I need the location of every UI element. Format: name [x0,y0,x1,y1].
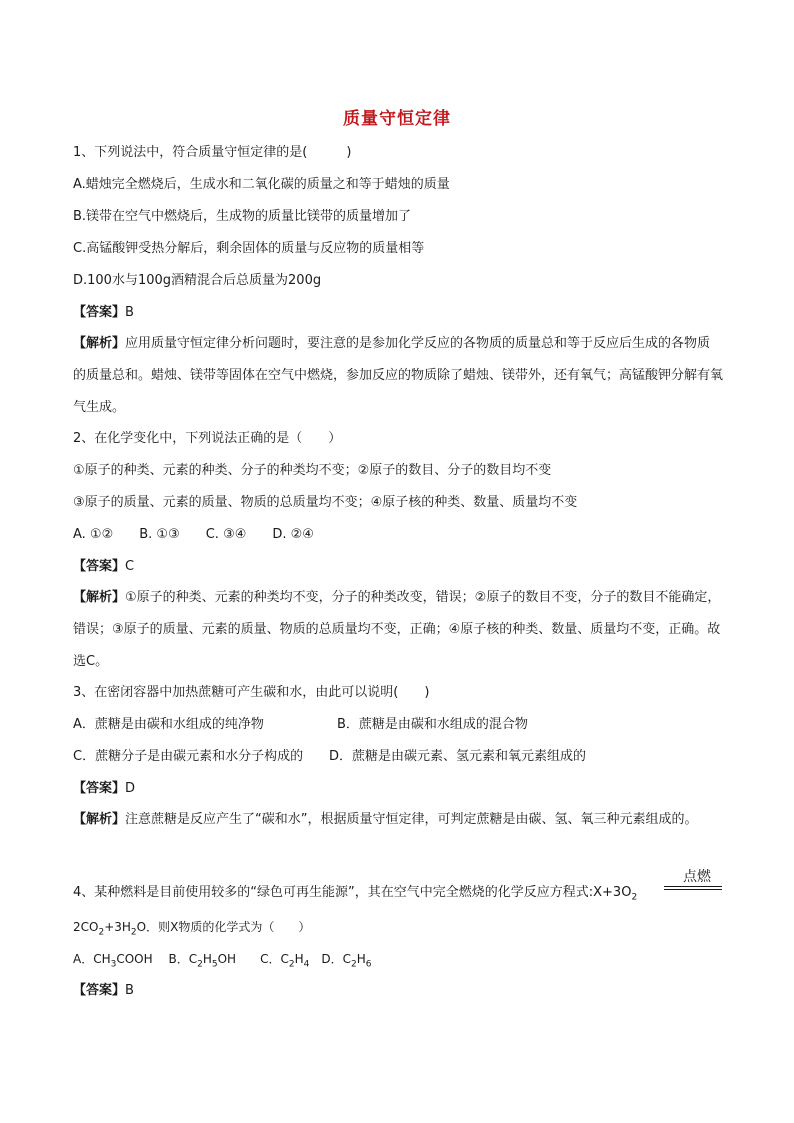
q1-stem: 1、下列说法中，符合质量守恒定律的是( ) [73,145,352,160]
q3-stem: 3、在密闭容器中加热蔗糖可产生碳和水，由此可以说明( ) [73,685,430,700]
q1-analysis [73,328,723,424]
page-title: 质量守恒定律 [343,109,451,129]
q1-option-d: D.100水与100g酒精混合后总质量为200g [73,273,322,288]
q4-answer [73,982,134,1000]
answer-label: 【答案】 [73,305,126,320]
subscript: 6 [365,959,372,970]
subscript: 2 [631,892,638,903]
subscript: 5 [211,959,218,970]
formula-part: 2CO [73,920,99,934]
option-text: H [294,952,304,966]
q3-option-b: B．蔗糖是由碳和水组成的混合物 [337,717,528,732]
equation-bar-bottom [664,889,722,890]
analysis-text: 应用质量守恒定律分析问题时，要注意的是参加化学反应的各物质的质量总和等于反应后生成的各物质的质量总和。蜡烛、镁带等固体在空气中燃烧，参加反应的物质除了蜡烛、镁带外，还有氧气；高锰酸钾分解有氧气生成。 [73,336,724,415]
q4-options [73,950,371,973]
q1-option-a: A.蜡烛完全燃烧后，生成水和二氧化碳的质量之和等于蜡烛的质量 [73,177,450,192]
subscript: 2 [350,959,357,970]
analysis-text: 注意蔗糖是反应产生了“碳和水”，根据质量守恒定律，可判定蔗糖是由碳、氢、氧三种元素组成的。 [125,812,698,827]
option-text: D．C [309,952,351,966]
q3-option-c: C．蔗糖分子是由碳元素和水分子构成的 [73,749,304,764]
analysis-text: ①原子的种类、元素的种类均不变，分子的种类改变，错误；②原子的数目不变，分子的数目不能确定，错误；③原子的质量、元素的质量、物质的总质量均不变，正确；④原子核的种类、数量、质量均不变，正确。故选C。 [73,590,721,669]
answer-label: 【答案】 [73,559,126,574]
option-text: H [356,952,366,966]
q4-equation-products [73,918,310,941]
q2-options: A. ①② B. ①③ C. ③④ D. ②④ [73,527,314,542]
q3-analysis [73,804,723,836]
q4-question-text: O．则X物质的化学式为（ ） [136,920,311,934]
subscript: 2 [288,959,295,970]
answer-label: 【答案】 [73,781,126,796]
answer-value: C [125,559,135,574]
answer-value: B [125,305,134,320]
analysis-label: 【解析】 [73,336,126,351]
q3-answer [73,780,135,798]
q4-stem [73,884,637,907]
subscript: 2 [130,927,137,938]
option-text: H [202,952,212,966]
subscript: 2 [197,959,203,970]
q3-option-d: D．蔗糖是由碳元素、氢元素和氧元素组成的 [329,749,587,764]
option-text: COOH B．C [116,952,198,966]
subscript: 4 [303,959,310,970]
q2-answer [73,558,134,576]
analysis-label: 【解析】 [73,812,126,827]
analysis-label: 【解析】 [73,590,126,605]
q1-option-c: C.高锰酸钾受热分解后，剩余固体的质量与反应物的质量相等 [73,241,425,256]
subscript: 2 [98,927,105,938]
q1-answer [73,304,134,322]
option-text: A．CH [73,952,111,966]
q2-analysis [73,582,723,678]
q2-stem: 2、在化学变化中，下列说法正确的是（ ） [73,431,342,446]
equation-bar-top [664,886,722,887]
answer-value: B [125,983,134,998]
reaction-condition: 点燃 [683,869,711,885]
formula-part: +3H [104,920,131,934]
q2-statement-2: ③原子的质量、元素的质量、物质的总质量均不变；④原子核的种类、数量、质量均不变 [73,495,578,510]
answer-label: 【答案】 [73,983,126,998]
subscript: 3 [110,959,117,970]
answer-value: D [125,781,136,796]
q2-statement-1: ①原子的种类、元素的种类、分子的种类均不变；②原子的数目、分子的数目均不变 [73,463,552,478]
option-text: OH C．C [217,952,289,966]
q4-stem-text: 4、某种燃料是目前使用较多的“绿色可再生能源”，其在空气中完全燃烧的化学反应方程式:X+3O [73,885,632,900]
q1-option-b: B.镁带在空气中燃烧后，生成物的质量比镁带的质量增加了 [73,209,412,224]
q3-option-a: A．蔗糖是由碳和水组成的纯净物 [73,717,264,732]
